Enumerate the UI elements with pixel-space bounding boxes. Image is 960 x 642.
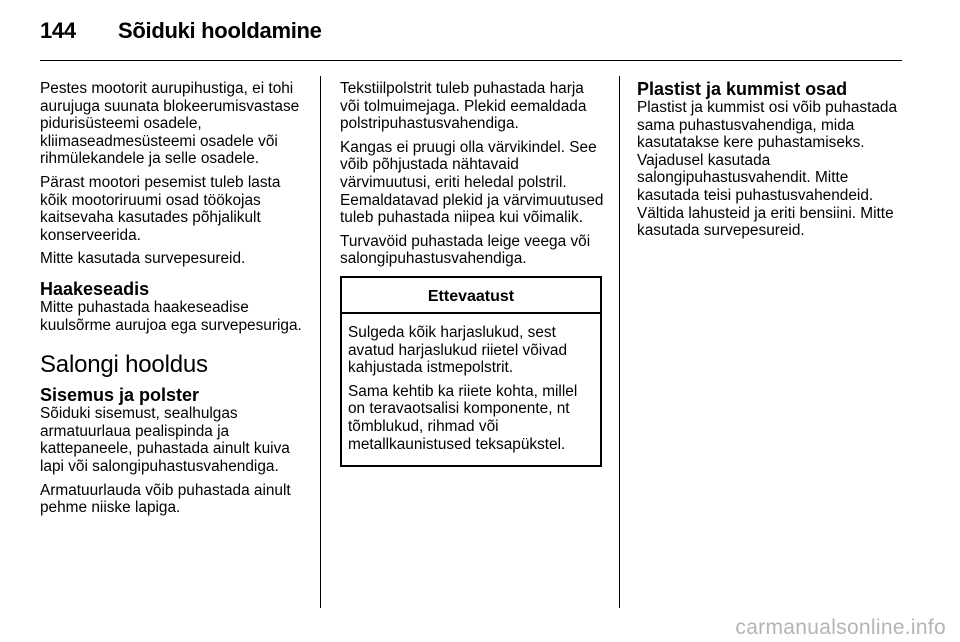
page-header bbox=[40, 18, 322, 44]
column-divider-1 bbox=[320, 76, 321, 608]
engine-wash-paragraph: Pestes mootorit aurupihustiga, ei tohi aurujuga suunata blokeerumisvastase pidurisüsteemi osadele, kliimaseadmesüsteemi osadele või rihmülekandele ja selle osadele. bbox=[40, 80, 300, 168]
column-1 bbox=[40, 80, 308, 523]
caution-paragraph-2: Sama kehtib ka riiete kohta, millel on teravaotsalisi komponente, nt tõmblukud, rihmad või metallkaunistused teksapükstel. bbox=[348, 382, 578, 453]
interior-care-heading: Salongi hooldus bbox=[40, 351, 208, 379]
fabric-color-paragraph: Kangas ei pruugi olla värvikindel. See võib põhjustada nähtavaid värvimuutusi, eriti heledal polstril. Eemaldatavad plekid ja värvimuutused tuleb puhastada niipea kui võimalik. bbox=[340, 138, 604, 227]
seatbelt-paragraph: Turvavöid puhastada leige veega või salongipuhastusvahendiga. bbox=[340, 232, 591, 268]
watermark: carmanualsonline.info bbox=[735, 616, 946, 639]
caution-body bbox=[342, 314, 600, 465]
hitch-heading: Haakeseadis bbox=[40, 278, 150, 299]
plastic-rubber-paragraph: Plastist ja kummist osi võib puhastada sama puhastusvahendiga, mida kasutatakse kere puhastamiseks. Vajadusel kasutada salongipuhastusvahendit. Mitte kasutada teisi puhastusvahendeid. Vältida lahusteid ja eriti bensiini. Mitte kasutada survepesureid. bbox=[637, 99, 898, 240]
header-rule bbox=[40, 60, 902, 61]
page-title: Sõiduki hooldamine bbox=[118, 18, 322, 43]
column-3 bbox=[637, 80, 905, 246]
dashboard-clean-paragraph: Armatuurlauda võib puhastada ainult pehme niiske lapiga. bbox=[40, 481, 291, 517]
column-2 bbox=[340, 80, 604, 467]
plastic-rubber-heading: Plastist ja kummist osad bbox=[637, 79, 848, 99]
caution-title: Ettevaatust bbox=[342, 278, 600, 314]
page-number: 144 bbox=[40, 18, 76, 43]
no-pressure-washer-paragraph: Mitte kasutada survepesureid. bbox=[40, 250, 246, 268]
engine-conserve-paragraph: Pärast mootori pesemist tuleb lasta kõik mootoriruumi osad töökojas kaitsevaha kasutades põhjalikult konserveerida. bbox=[40, 173, 281, 244]
textile-paragraph: Tekstiilpolstrit tuleb puhastada harja või tolmuimejaga. Plekid eemaldada polstripuhastusvahendiga. bbox=[340, 80, 587, 133]
caution-paragraph-1: Sulgeda kõik harjaslukud, sest avatud harjaslukud riietel võivad kahjustada istmepolstrit. bbox=[348, 323, 568, 377]
caution-box bbox=[340, 276, 602, 467]
column-divider-2 bbox=[619, 76, 620, 608]
interior-clean-paragraph: Sõiduki sisemust, sealhulgas armatuurlaua pealispinda ja kattepaneele, puhastada ainult kuiva lapi või salongipuhastusvahendiga. bbox=[40, 405, 290, 475]
upholstery-heading: Sisemus ja polster bbox=[40, 385, 200, 406]
hitch-paragraph: Mitte puhastada haakeseadise kuulsõrme aurujoa ega survepesuriga. bbox=[40, 298, 302, 334]
